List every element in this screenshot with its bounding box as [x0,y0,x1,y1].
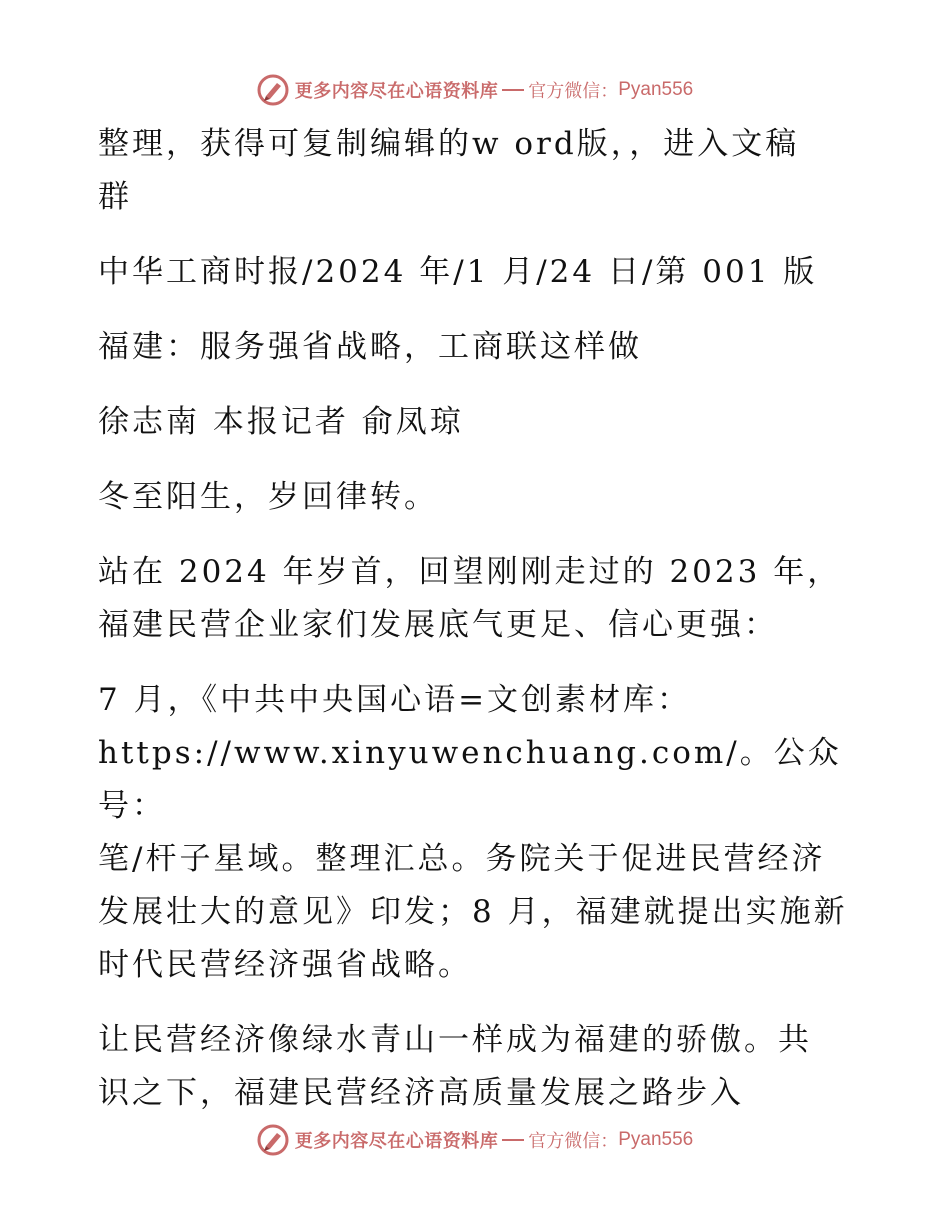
banner-text: 更多内容尽在心语资料库 [294,81,499,102]
paragraph: 7 月，《中共中央国心语=文创素材库： https://www.xinyuwenchuang.com/。公众号： 笔/杆子星域。整理汇总。务院关于促进民营经济 发展壮大的意见》印发；8 月，福建就提出实施新 时代民营经济强省战略。 [98,682,848,983]
footer-banner [0,1120,950,1160]
wechat-id: Pyan556 [618,1129,694,1150]
paragraph: 福建：服务强省战略，工商联这样做 [98,329,642,365]
banner-divider [502,89,524,91]
pen-logo-icon [257,1124,289,1156]
banner-text: 更多内容尽在心语资料库 [294,1131,499,1152]
header-banner [0,70,950,110]
paragraph: 冬至阳生，岁回律转。 [98,479,438,515]
paragraph: 让民营经济像绿水青山一样成为福建的骄傲。共 识之下，福建民营经济高质量发展之路步入 [98,1022,812,1111]
document-body [98,118,858,1142]
wechat-id: Pyan556 [618,79,694,100]
paragraph: 站在 2024 年岁首，回望刚刚走过的 2023 年， 福建民营企业家们发展底气更足、信心更强： [98,554,842,643]
wechat-label: 官方微信： [528,81,619,102]
paragraph: 整理，获得可复制编辑的w ord版，，进入文稿 群 [98,126,800,215]
paragraph: 中华工商时报/2024 年/1 月/24 日/第 001 版 [98,254,818,290]
wechat-label: 官方微信： [528,1131,619,1152]
paragraph: 徐志南 本报记者 俞凤琼 [98,404,464,440]
banner-divider [502,1139,524,1141]
pen-logo-icon [257,74,289,106]
